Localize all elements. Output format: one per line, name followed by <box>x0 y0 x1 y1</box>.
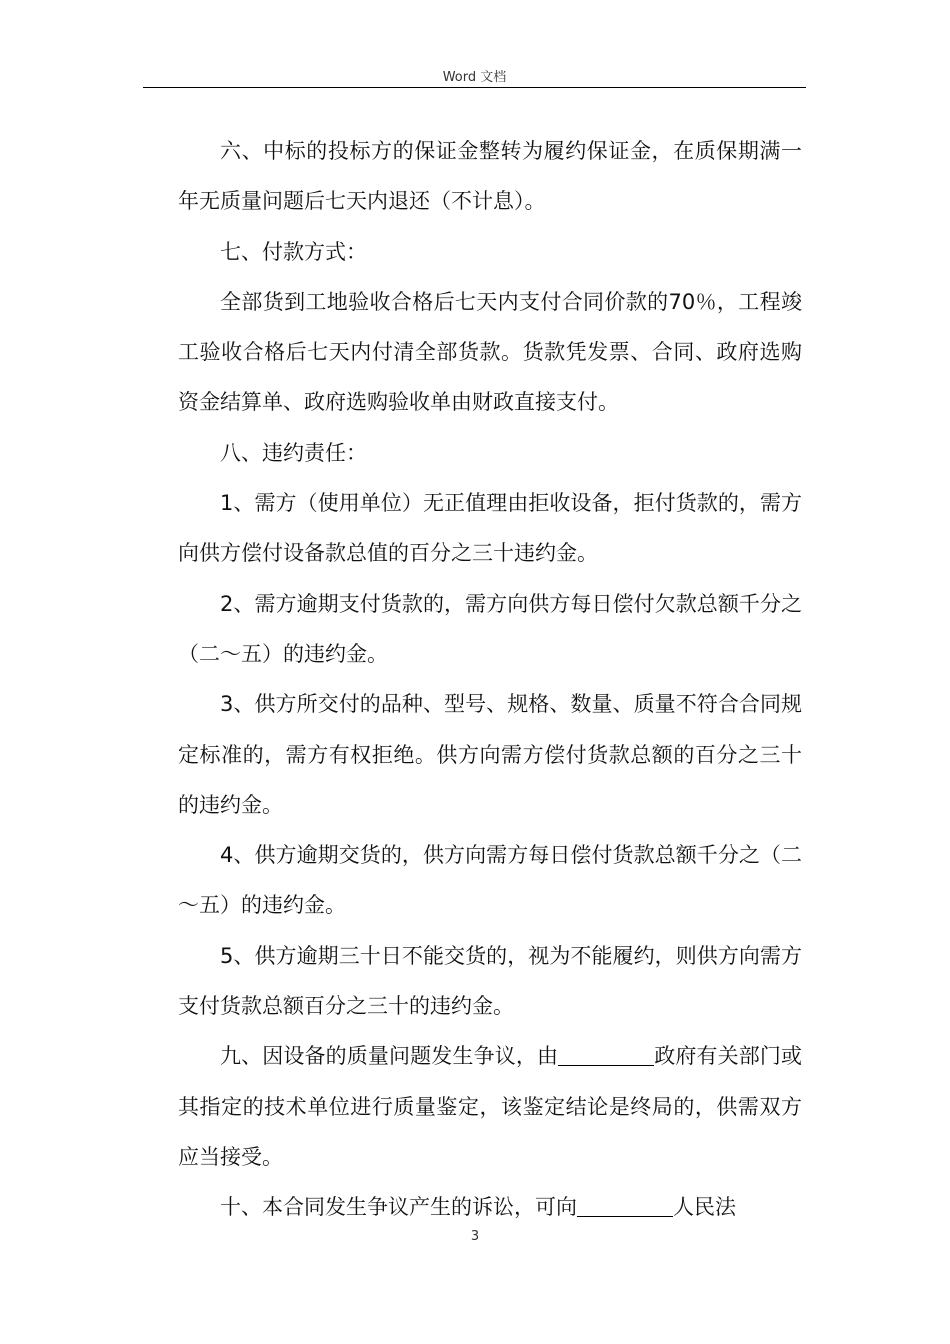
clause-9 <box>178 1031 802 1182</box>
liability-item-4: 4、供方逾期交货的，供方向需方每日偿付货款总额千分之（二～五）的违约金。 <box>178 843 802 918</box>
clause-10-text-after: 人民法 <box>673 1195 736 1220</box>
clause-9-text-after: 政府有关部门或其指定的技术单位进行质量鉴定，该鉴定结论是终局的，供需双方应当接受。 <box>178 1044 803 1169</box>
page-header: Word 文档 <box>442 70 507 85</box>
liability-item-5: 5、供方逾期三十日不能交货的，视为不能履约，则供方向需方支付货款总额百分之三十的违约金。 <box>178 943 802 1019</box>
blank-line <box>577 1195 673 1217</box>
header-divider <box>143 87 806 88</box>
clause-10 <box>178 1182 802 1232</box>
clause-7-heading: 七、付款方式： <box>220 239 367 264</box>
clause-6: 六、中标的投标方的保证金整转为履约保证金，在质保期满一年无质量问题后七天内退还（不计息）。 <box>178 139 802 214</box>
payment-terms: 全部货到工地验收合格后七天内支付合同价款的70％，工程竣工验收合格后七天内付清全部货款。货款凭发票、合同、政府选购资金结算单、政府选购验收单由财政直接支付。 <box>178 289 802 415</box>
liability-item-3: 3、供方所交付的品种、型号、规格、数量、质量不符合合同规定标准的，需方有权拒绝。供方向需方偿付货款总额的百分之三十的违约金。 <box>178 692 802 817</box>
clause-10-text-before: 十、本合同发生争议产生的诉讼，可向 <box>220 1195 577 1220</box>
document-body <box>178 126 802 1233</box>
liability-item-2: 2、需方逾期支付货款的，需方向供方每日偿付欠款总额千分之（二～五）的违约金。 <box>178 591 802 666</box>
page-number: 3 <box>470 1229 480 1244</box>
liability-item-1: 1、需方（使用单位）无正值理由拒收设备，拒付货款的，需方向供方偿付设备款总值的百分之三十违约金。 <box>178 491 802 566</box>
blank-line <box>558 1044 654 1066</box>
clause-9-text-before: 九、因设备的质量问题发生争议，由 <box>220 1044 559 1069</box>
clause-8-heading: 八、违约责任： <box>220 440 367 465</box>
